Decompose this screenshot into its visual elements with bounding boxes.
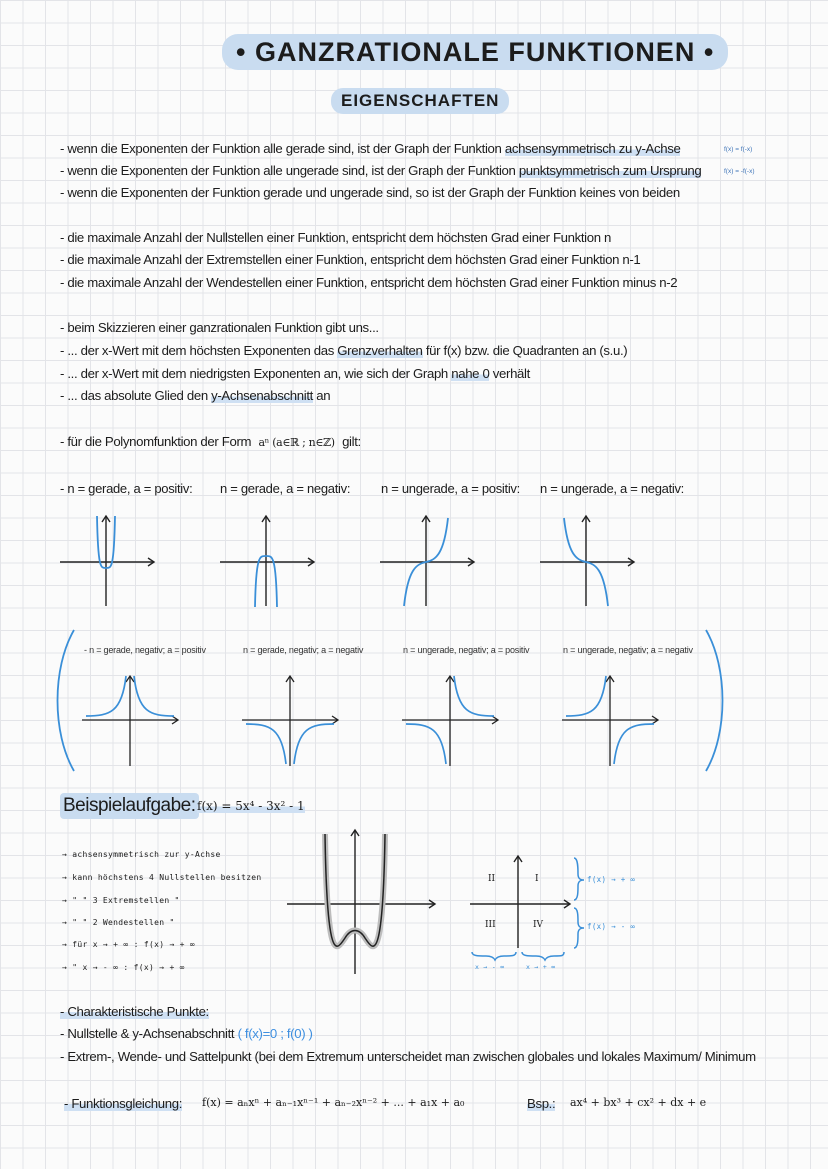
neg-caption-4: n = ungerade, negativ; a = negativ <box>563 645 693 655</box>
symmetry-note-2: f(x) = -f(-x) <box>724 168 755 175</box>
example-graph <box>285 828 445 978</box>
sketch-line-2: - ... der x-Wert mit dem niedrigsten Exponenten an, wie sich der Graph nahe 0 verhält <box>60 366 530 381</box>
quadrant-bottom-note: f(x) → - ∞ <box>587 922 636 931</box>
symmetry-note-1: f(x) = f(-x) <box>724 146 753 153</box>
case-caption-3: n = ungerade, a = positiv: <box>381 481 520 496</box>
bracket-right <box>700 628 730 773</box>
graph-neg-odd-positive <box>402 670 502 770</box>
example-note-5: → für x → + ∞ : f(x) → + ∞ <box>62 940 196 949</box>
quadrant-4-label: IV <box>533 920 544 930</box>
symmetry-line-2: - wenn die Exponenten der Funktion alle ungerade sind, ist der Graph der Funktion punktsymmetrisch zum Ursprung <box>60 163 702 178</box>
graph-neg-even-positive <box>82 670 182 770</box>
bracket-left <box>52 628 82 773</box>
quadrant-3-label: III <box>485 920 496 930</box>
graph-even-positive <box>60 510 160 610</box>
equation-bsp-label: Bsp.: <box>527 1096 556 1111</box>
polynom-line: - für die Polynomfunktion der Form aⁿ (a∈ℝ ; n∈ℤ) gilt: <box>60 434 361 449</box>
maxima-line-2: - die maximale Anzahl der Extremstellen einer Funktion, entspricht dem höchsten Grad einer Funktion n-1 <box>60 252 641 267</box>
symmetry-line-1: - wenn die Exponenten der Funktion alle gerade sind, ist der Graph der Funktion achsensymmetrisch zu y-Achse <box>60 141 681 156</box>
equation-label: - Funktionsgleichung: <box>64 1096 183 1111</box>
graph-neg-odd-negative <box>562 670 662 770</box>
example-note-3: → " " 3 Extremstellen " <box>62 896 180 905</box>
maxima-line-3: - die maximale Anzahl der Wendestellen einer Funktion, entspricht dem höchsten Grad einer Funktion minus n-2 <box>60 275 678 290</box>
equation-formula: f(x) = aₙxⁿ + aₙ₋₁xⁿ⁻¹ + aₙ₋₂xⁿ⁻² + ... + a₁x + a₀ <box>202 1096 465 1109</box>
graph-odd-positive <box>380 510 480 610</box>
example-note-2: → kann höchstens 4 Nullstellen besitzen <box>62 873 262 882</box>
example-note-1: → achsensymmetrisch zur y-Achse <box>62 850 221 859</box>
quadrant-top-note: f(x) → + ∞ <box>587 875 636 884</box>
example-note-6: → " x → - ∞ : f(x) → + ∞ <box>62 963 185 972</box>
neg-caption-3: n = ungerade, negativ; a = positiv <box>403 645 530 655</box>
sketch-line-1: - ... der x-Wert mit dem höchsten Exponenten das Grenzverhalten für f(x) bzw. die Quadranten an (s.u.) <box>60 343 628 358</box>
quadrant-1-label: I <box>535 874 539 884</box>
case-caption-4: n = ungerade, a = negativ: <box>540 481 684 496</box>
quadrant-diagram <box>466 852 646 977</box>
equation-example: ax⁴ + bx³ + cx² + dx + e <box>570 1096 707 1109</box>
example-note-4: → " " 2 Wendestellen " <box>62 918 175 927</box>
polynom-formula: aⁿ (a∈ℝ ; n∈ℤ) <box>258 436 335 449</box>
page-subtitle: EIGENSCHAFTEN <box>331 88 509 114</box>
example-formula: f(x) = 5x⁴ - 3x² - 1 <box>197 799 305 813</box>
example-label: Beispielaufgabe: <box>60 793 199 819</box>
graph-even-negative <box>220 510 320 610</box>
sketch-line-3: - ... das absolute Glied den y-Achsenabschnitt an <box>60 388 331 403</box>
graph-neg-even-negative <box>242 670 342 770</box>
page-title: • GANZRATIONALE FUNKTIONEN • <box>222 34 728 70</box>
characteristic-title: - Charakteristische Punkte: <box>60 1004 209 1019</box>
characteristic-line-3: - Extrem-, Wende- und Sattelpunkt (bei dem Extremum unterscheidet man zwischen globales und lokales Maximum/ Minimum <box>60 1049 756 1064</box>
neg-caption-2: n = gerade, negativ; a = negativ <box>243 645 364 655</box>
quadrant-right-note: x → + ∞ <box>526 963 556 971</box>
characteristic-line-2: - Nullstelle & y-Achsenabschnitt ( f(x)=0 ; f(0) ) <box>60 1026 313 1041</box>
case-caption-2: n = gerade, a = negativ: <box>220 481 351 496</box>
maxima-line-1: - die maximale Anzahl der Nullstellen einer Funktion, entspricht dem höchsten Grad einer Funktion n <box>60 230 612 245</box>
symmetry-line-3: - wenn die Exponenten der Funktion gerade und ungerade sind, so ist der Graph der Funktion keines von beiden <box>60 185 680 200</box>
case-caption-1: - n = gerade, a = positiv: <box>60 481 193 496</box>
quadrant-2-label: II <box>488 874 496 884</box>
graph-odd-negative <box>540 510 640 610</box>
sketch-intro: - beim Skizzieren einer ganzrationalen Funktion gibt uns... <box>60 320 379 335</box>
neg-caption-1: - n = gerade, negativ; a = positiv <box>84 645 206 655</box>
quadrant-left-note: x → - ∞ <box>475 963 505 971</box>
